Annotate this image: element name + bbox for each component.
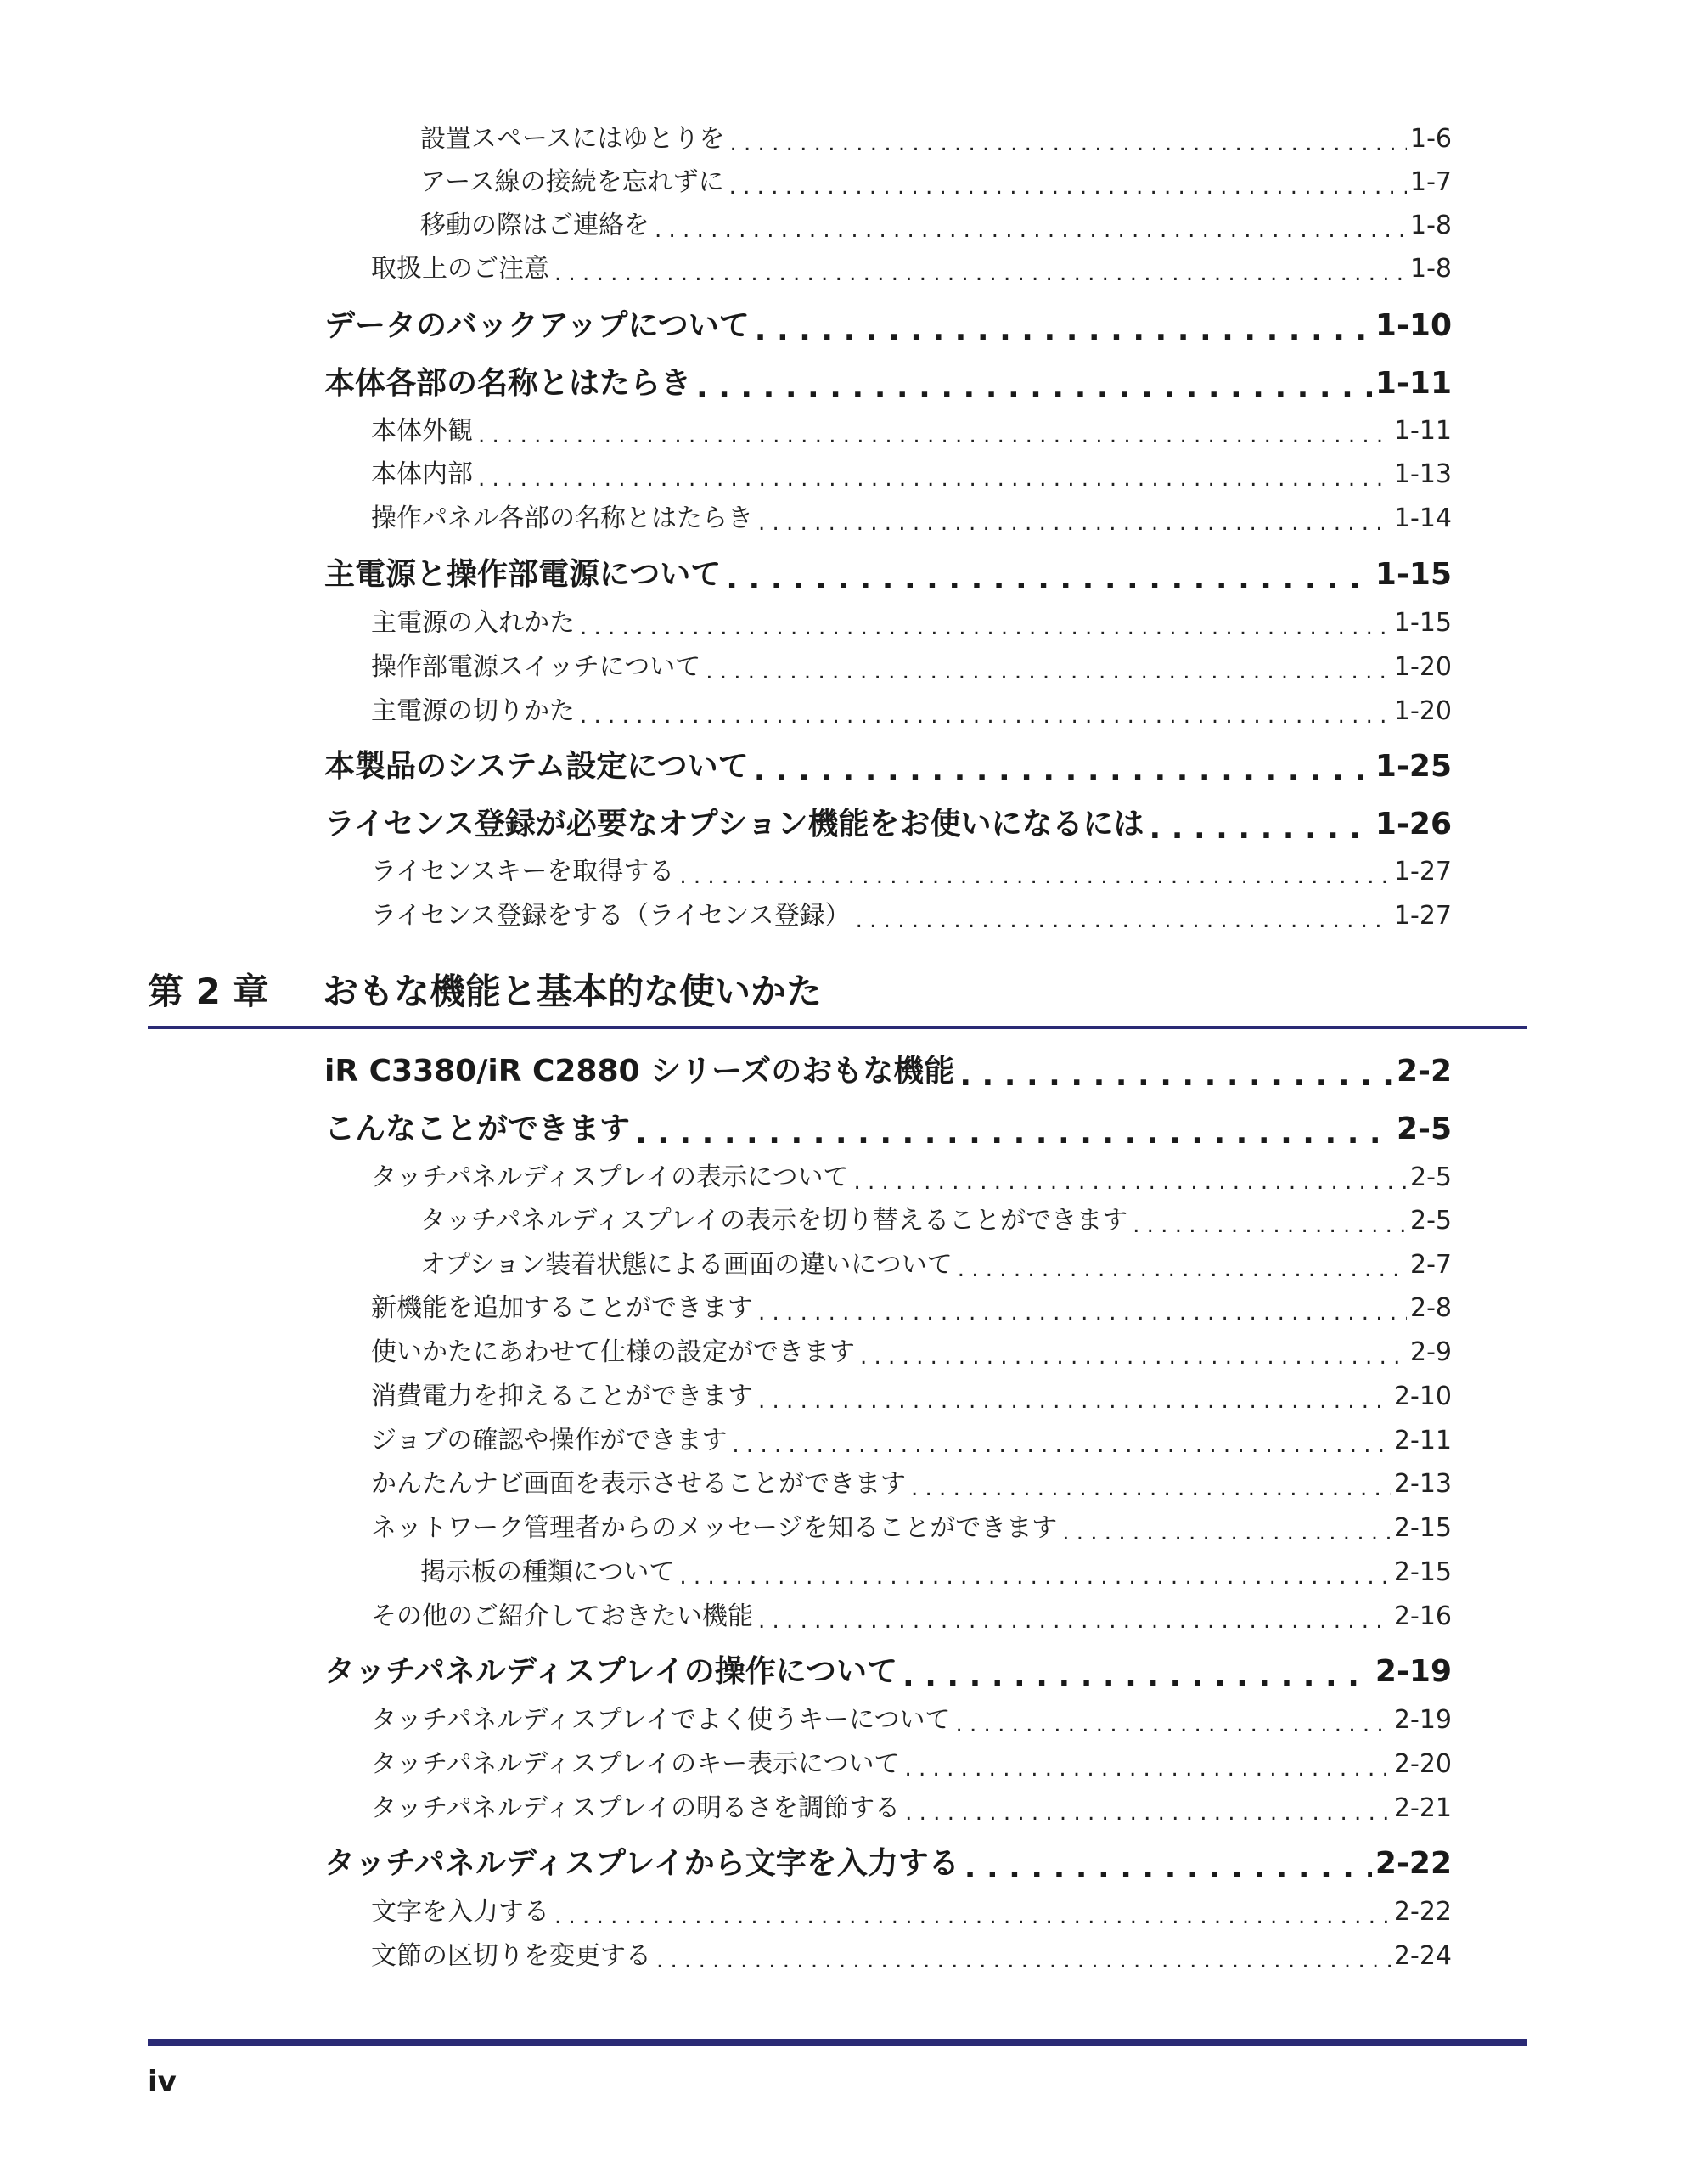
dot-leader	[959, 1058, 1393, 1089]
dot-leader	[905, 1756, 1391, 1778]
toc-section-page: 2-19	[1375, 1654, 1452, 1689]
toc-entry[interactable]	[371, 1787, 1452, 1824]
toc-entry-page: 1-8	[1410, 211, 1452, 240]
toc-entry-page: 2-10	[1393, 1382, 1452, 1411]
toc-entry[interactable]	[371, 894, 1452, 932]
toc-entry-page: 2-5	[1410, 1162, 1452, 1192]
dot-leader	[758, 1608, 1391, 1630]
toc-entry-label: 本体内部	[371, 459, 473, 489]
toc-entry-label: タッチパネルディスプレイでよく使うキーについて	[371, 1705, 951, 1735]
toc-section[interactable]	[324, 1105, 1452, 1148]
toc-section[interactable]	[324, 742, 1452, 785]
dot-leader	[964, 1850, 1372, 1881]
toc-entry[interactable]	[371, 1698, 1452, 1736]
toc-entry-label: その他のご紹介しておきたい機能	[371, 1601, 753, 1631]
toc-section-label: 本製品のシステム設定について	[324, 749, 749, 784]
toc-section-label: データのバックアップについて	[324, 308, 750, 343]
dot-leader	[860, 1344, 1407, 1366]
toc-section-label: 主電源と操作部電源について	[324, 557, 722, 592]
toc-entry[interactable]	[420, 117, 1452, 155]
dot-leader	[856, 908, 1391, 930]
toc-section[interactable]	[324, 550, 1452, 594]
toc-entry[interactable]	[371, 409, 1452, 447]
toc-entry[interactable]	[371, 601, 1452, 639]
toc-section-page: 1-11	[1375, 366, 1452, 401]
toc-entry-label: タッチパネルディスプレイの表示について	[371, 1162, 849, 1192]
toc-section-page: 1-26	[1375, 807, 1452, 842]
toc-section-label: iR C3380/iR C2880 シリーズのおもな機能	[324, 1054, 955, 1089]
dot-leader	[679, 864, 1391, 886]
chapter-title: おもな機能と基本的な使いかた	[323, 971, 823, 1012]
toc-entry-label: タッチパネルディスプレイの明るさを調節する	[371, 1793, 901, 1823]
chapter-heading[interactable]	[148, 964, 822, 1015]
toc-entry-label: タッチパネルディスプレイの表示を切り替えることができます	[420, 1206, 1128, 1236]
dot-leader	[1062, 1520, 1391, 1542]
toc-entry-label: 消費電力を抑えることができます	[371, 1382, 753, 1411]
dot-leader	[1150, 811, 1372, 842]
toc-entry[interactable]	[371, 1595, 1452, 1632]
toc-entry-label: 文字を入力する	[371, 1897, 549, 1927]
toc-entry-page: 2-9	[1410, 1337, 1452, 1367]
dot-leader	[730, 131, 1408, 153]
toc-entry[interactable]	[371, 1506, 1452, 1544]
toc-section-page: 1-10	[1375, 308, 1452, 343]
dot-leader	[706, 659, 1391, 681]
toc-entry-page: 2-7	[1410, 1250, 1452, 1280]
dot-leader	[758, 510, 1391, 532]
toc-entry-label: 操作パネル各部の名称とはたらき	[371, 504, 753, 533]
toc-section-page: 2-5	[1396, 1112, 1452, 1146]
toc-entry-page: 2-16	[1393, 1601, 1452, 1631]
toc-entry-label: 取扱上のご注意	[371, 254, 549, 284]
toc-entry[interactable]	[371, 1419, 1452, 1456]
toc-section-page: 2-22	[1375, 1846, 1452, 1881]
dot-leader	[478, 423, 1391, 445]
toc-entry-label: 掲示板の種類について	[420, 1557, 675, 1587]
toc-entry[interactable]	[371, 497, 1452, 534]
dot-leader	[580, 615, 1391, 637]
toc-section[interactable]	[324, 1047, 1452, 1090]
dot-leader	[956, 1712, 1391, 1734]
toc-entry[interactable]	[371, 1934, 1452, 1972]
toc-entry-page: 2-24	[1393, 1941, 1452, 1971]
footer-rule	[148, 2039, 1527, 2046]
toc-entry-label: 設置スペースにはゆとりを	[420, 124, 725, 154]
toc-section-label: タッチパネルディスプレイの操作について	[324, 1654, 898, 1689]
toc-section[interactable]	[324, 1647, 1452, 1691]
dot-leader	[655, 217, 1407, 239]
toc-entry-page: 2-15	[1393, 1557, 1452, 1587]
toc-section-page: 1-25	[1375, 749, 1452, 784]
toc-entry[interactable]	[371, 1331, 1452, 1368]
toc-entry[interactable]	[420, 1243, 1452, 1281]
page-number: iv	[148, 2065, 177, 2099]
dot-leader	[726, 561, 1372, 592]
toc-entry-page: 2-21	[1393, 1793, 1452, 1823]
toc-entry-page: 2-13	[1393, 1469, 1452, 1499]
toc-entry-label: ジョブの確認や操作ができます	[371, 1426, 728, 1455]
dot-leader	[854, 1169, 1408, 1191]
dot-leader	[902, 1658, 1372, 1689]
toc-entry[interactable]	[420, 1551, 1452, 1588]
toc-entry-page: 2-15	[1393, 1513, 1452, 1543]
toc-entry-page: 2-8	[1410, 1293, 1452, 1323]
dot-leader	[911, 1476, 1391, 1498]
dot-leader	[758, 1300, 1407, 1322]
dot-leader	[696, 370, 1372, 401]
toc-section[interactable]	[324, 301, 1452, 345]
toc-entry-label: オプション装着状態による画面の違いについて	[420, 1250, 953, 1280]
toc-entry[interactable]	[371, 247, 1452, 284]
toc-entry[interactable]	[371, 690, 1452, 727]
dot-leader	[478, 466, 1391, 488]
toc-section-page: 2-2	[1396, 1054, 1452, 1089]
toc-entry[interactable]	[420, 1199, 1452, 1236]
toc-entry-page: 1-6	[1410, 124, 1452, 154]
chapter-number: 第 2 章	[148, 971, 269, 1012]
dot-leader	[732, 1433, 1391, 1455]
toc-entry-label: アース線の接続を忘れずに	[420, 167, 724, 197]
toc-entry-label: ライセンスキーを取得する	[371, 857, 675, 887]
dot-leader	[754, 753, 1372, 784]
toc-entry-page: 2-19	[1393, 1705, 1452, 1735]
dot-leader	[755, 312, 1372, 343]
toc-entry-label: 操作部電源スイッチについて	[371, 652, 701, 682]
toc-entry[interactable]	[371, 850, 1452, 887]
toc-entry-page: 1-20	[1393, 652, 1452, 682]
toc-section-page: 1-15	[1375, 557, 1452, 592]
toc-entry[interactable]	[371, 1156, 1452, 1193]
toc-entry-label: かんたんナビ画面を表示させることができます	[371, 1469, 906, 1499]
toc-entry-label: 使いかたにあわせて仕様の設定ができます	[371, 1337, 855, 1367]
toc-entry-label: タッチパネルディスプレイのキー表示について	[371, 1749, 900, 1779]
toc-section[interactable]	[324, 1839, 1452, 1883]
toc-entry-page: 1-7	[1410, 167, 1452, 197]
toc-entry[interactable]	[420, 160, 1452, 198]
toc-section-label: 本体各部の名称とはたらき	[324, 366, 692, 401]
toc-entry-page: 1-13	[1393, 459, 1452, 489]
toc-entry[interactable]	[371, 1742, 1452, 1780]
toc-entry-page: 1-15	[1393, 608, 1452, 638]
toc-section-label: ライセンス登録が必要なオプション機能をお使いになるには	[324, 807, 1144, 842]
toc-entry-label: 主電源の切りかた	[371, 696, 575, 726]
dot-leader	[729, 174, 1407, 196]
toc-entry-label: 本体外観	[371, 416, 473, 446]
toc-entry-page: 1-11	[1393, 416, 1452, 446]
toc-entry[interactable]	[371, 1890, 1452, 1928]
toc-entry-page: 1-20	[1393, 696, 1452, 726]
toc-entry-label: ライセンス登録をする（ライセンス登録）	[371, 901, 851, 931]
toc-entry-label: 主電源の入れかた	[371, 608, 575, 638]
toc-entry-page: 2-5	[1410, 1206, 1452, 1236]
dot-leader	[656, 1948, 1391, 1970]
toc-entry-label: ネットワーク管理者からのメッセージを知ることができます	[371, 1513, 1058, 1543]
toc-section[interactable]	[324, 800, 1452, 843]
dot-leader	[1133, 1213, 1407, 1235]
toc-entry[interactable]	[371, 1375, 1452, 1412]
toc-section-label: こんなことができます	[324, 1112, 631, 1146]
chapter-rule	[148, 1026, 1527, 1029]
dot-leader	[758, 1388, 1391, 1410]
toc-entry-page: 1-14	[1393, 504, 1452, 533]
toc-entry[interactable]	[371, 1462, 1452, 1500]
dot-leader	[554, 261, 1407, 283]
toc-entry-page: 1-8	[1410, 254, 1452, 284]
toc-entry-label: 文節の区切りを変更する	[371, 1941, 651, 1971]
toc-entry-label: 新機能を追加することができます	[371, 1293, 753, 1323]
dot-leader	[958, 1257, 1407, 1279]
toc-entry-page: 1-27	[1393, 901, 1452, 931]
toc-entry-page: 2-20	[1393, 1749, 1452, 1779]
toc-section-label: タッチパネルディスプレイから文字を入力する	[324, 1846, 959, 1881]
dot-leader	[635, 1116, 1393, 1146]
dot-leader	[554, 1904, 1391, 1926]
dot-leader	[679, 1564, 1391, 1586]
toc-entry[interactable]	[371, 453, 1452, 490]
toc-entry-page: 2-22	[1393, 1897, 1452, 1927]
toc-section[interactable]	[324, 359, 1452, 402]
toc-entry[interactable]	[371, 1286, 1452, 1324]
toc-entry-page: 1-27	[1393, 857, 1452, 887]
toc-entry-label: 移動の際はご連絡を	[420, 211, 649, 240]
toc-entry[interactable]	[420, 204, 1452, 241]
dot-leader	[580, 703, 1391, 725]
dot-leader	[905, 1800, 1391, 1822]
toc-entry-page: 2-11	[1393, 1426, 1452, 1455]
toc-entry[interactable]	[371, 645, 1452, 683]
